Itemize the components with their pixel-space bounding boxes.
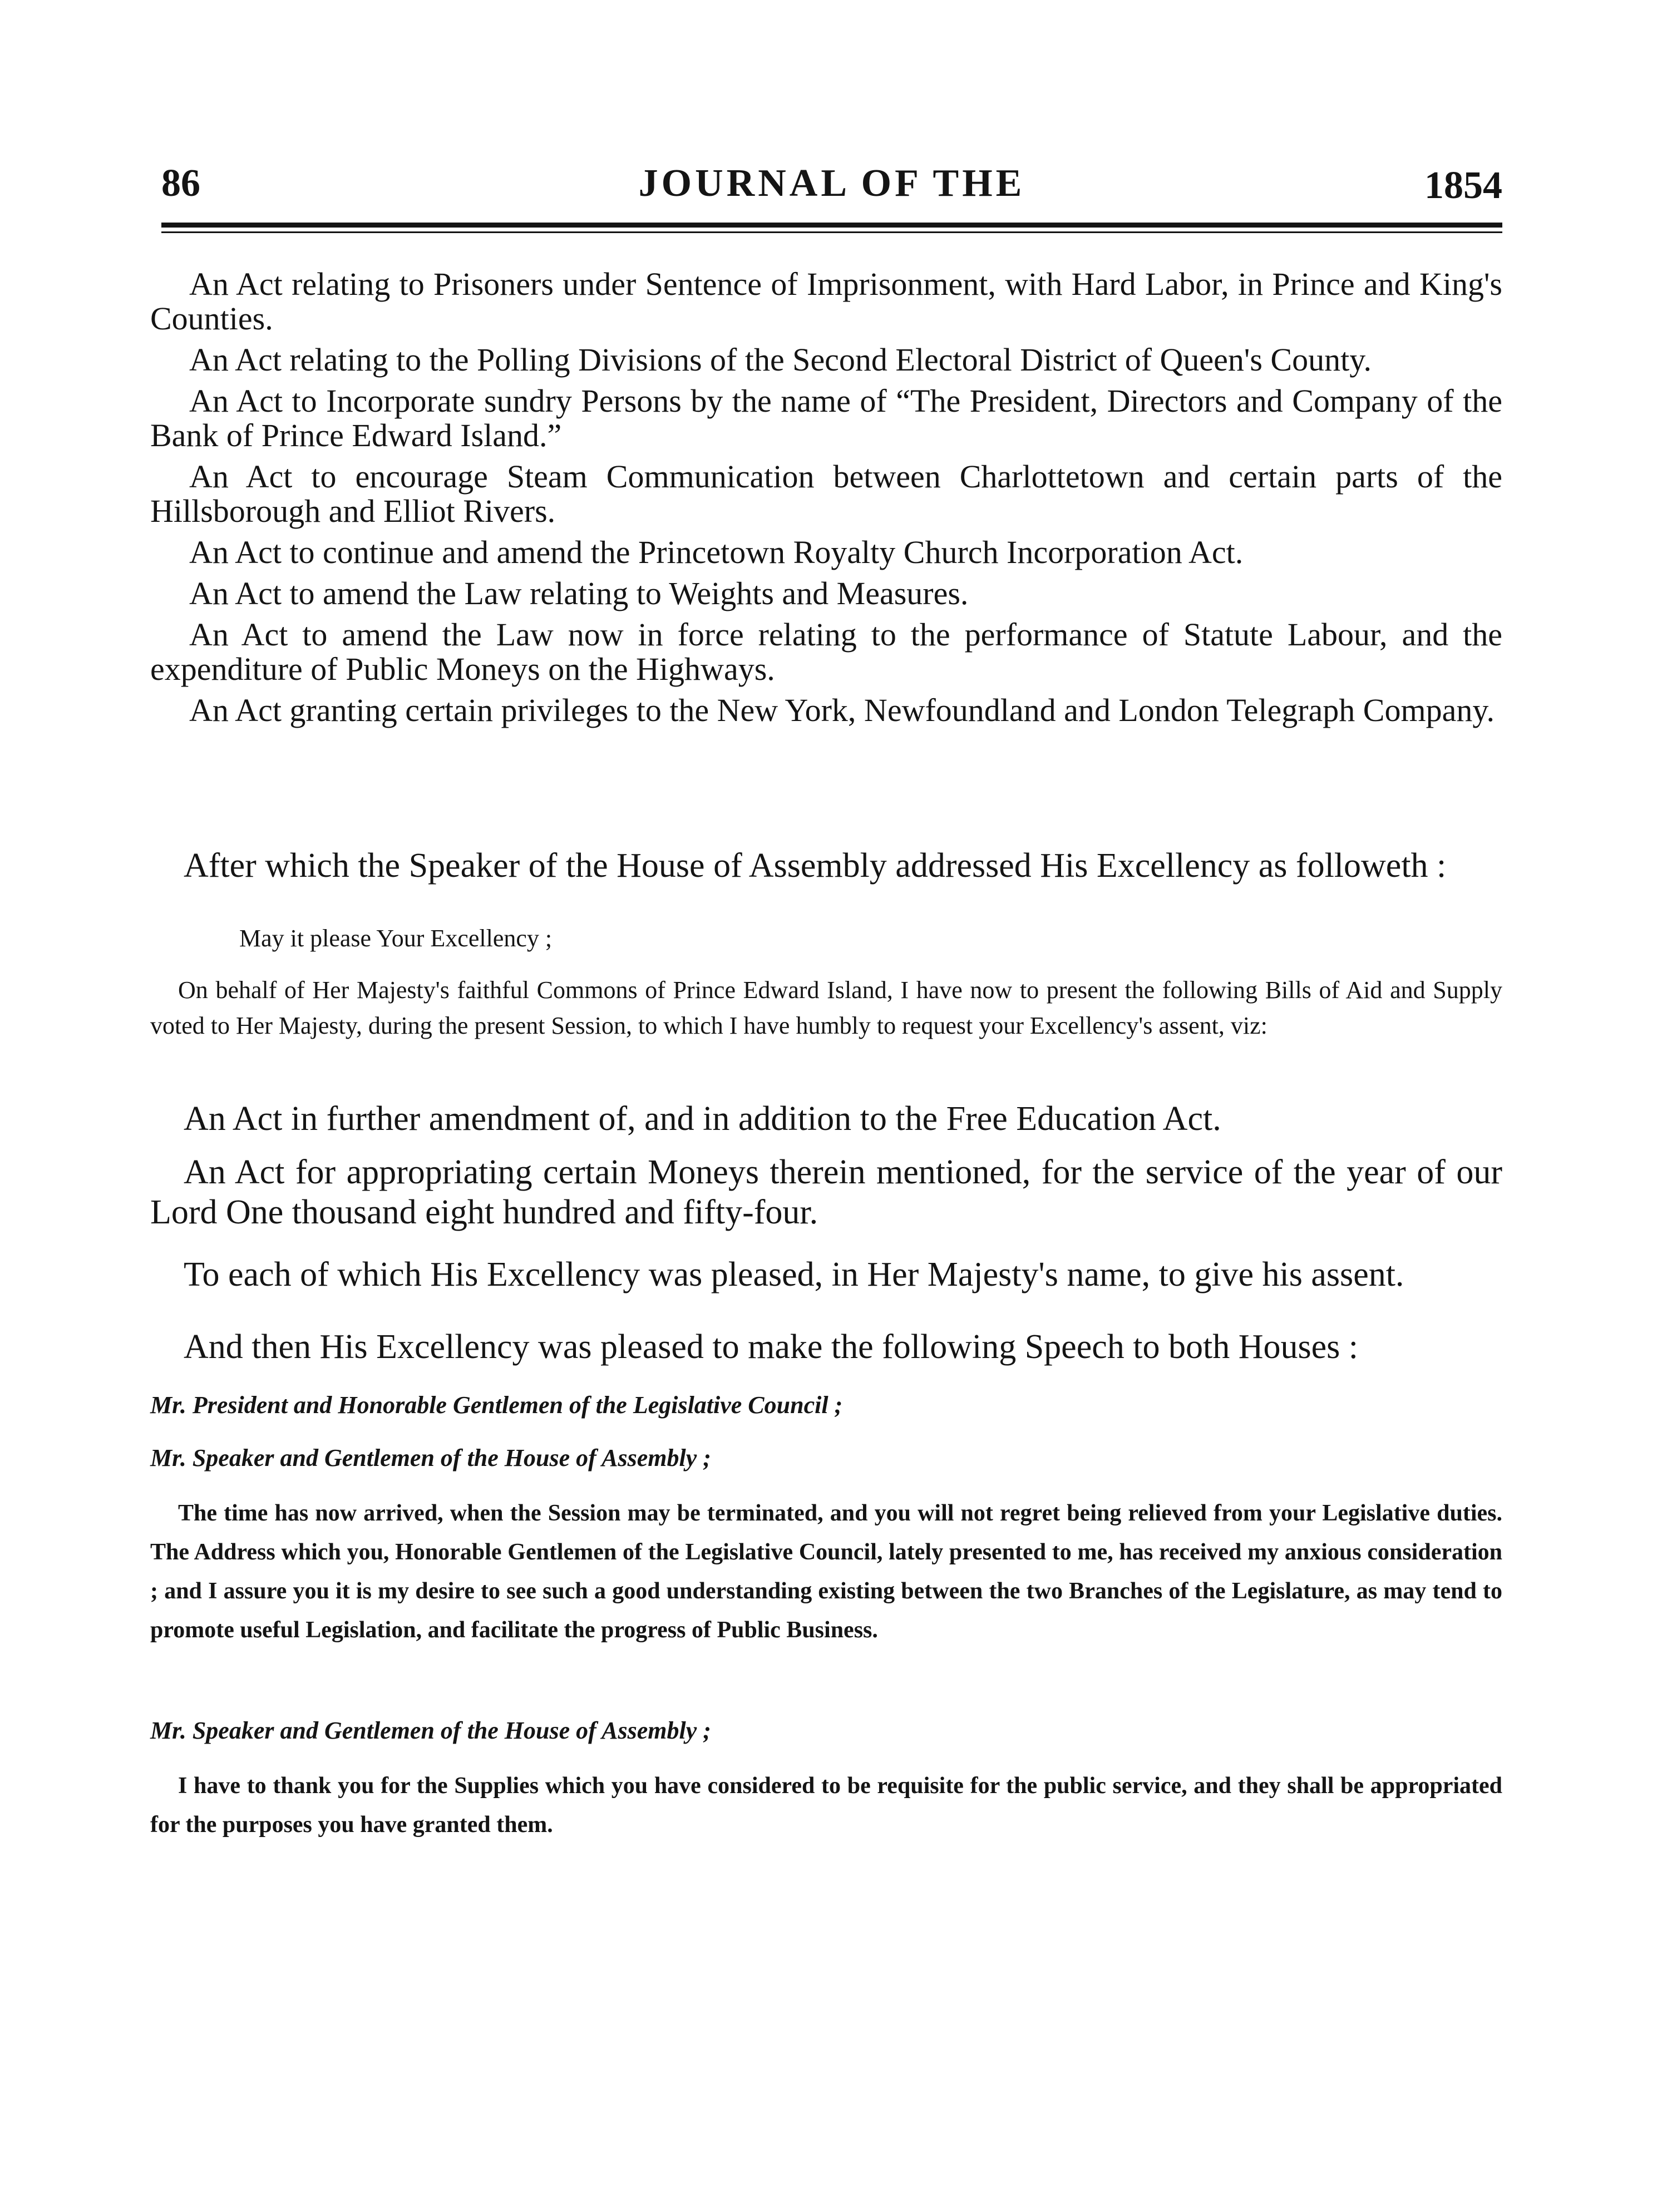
supply-act-item: An Act for appropriating certain Moneys therein mentioned, for the service of the year of our Lord One thousand eight hundred and fifty-four. [150, 1153, 1502, 1231]
speech-paragraph-2-block [150, 1766, 1502, 1844]
act-item: An Act to continue and amend the Princetown Royalty Church Incorporation Act. [189, 534, 1244, 570]
header-rule-thin [161, 231, 1502, 233]
act-item: An Act to amend the Law relating to Weights and Measures. [189, 575, 969, 611]
speech-intro: And then His Excellency was pleased to make the following Speech to both Houses : [184, 1328, 1358, 1366]
salutation-assembly-block-2 [150, 1716, 1502, 1745]
act-item: An Act granting certain privileges to the New York, Newfoundland and London Telegraph Company. [189, 692, 1495, 728]
page-header [161, 161, 1502, 223]
speech-intro-block [150, 1327, 1502, 1367]
speaker-intro-block [150, 846, 1502, 886]
acts-list [150, 267, 1502, 734]
speaker-address-block [150, 972, 1502, 1044]
speaker-salutation-block [239, 921, 1502, 956]
act-item: An Act to amend the Law now in force relating to the performance of Statute Labour, and the expenditure of Public Moneys on the Highways. [150, 616, 1502, 687]
act-item: An Act relating to Prisoners under Sentence of Imprisonment, with Hard Labor, in Prince and King's Counties. [150, 266, 1502, 337]
salutation-assembly: Mr. Speaker and Gentlemen of the House of Assembly ; [150, 1444, 711, 1472]
assent-block [150, 1255, 1502, 1295]
header-rule-thick [161, 223, 1502, 228]
salutation-assembly-block-1 [150, 1444, 1502, 1472]
header-year: 1854 [1424, 164, 1502, 207]
speech-paragraph: The time has now arrived, when the Session may be terminated, and you will not regret being relieved from your Legislative duties. The Address which you, Honorable Gentlemen of the Legislative Council, lately presented to me, has received my anxious consideration ; and I assure you it is my desire to see such a good understanding existing between the two Branches of the Legislature, as may tend to promote useful Legislation, and facilitate the progress of Public Business. [150, 1500, 1502, 1643]
page-number: 86 [161, 162, 200, 205]
speaker-intro: After which the Speaker of the House of Assembly addressed His Excellency as followeth : [184, 847, 1447, 885]
speaker-address: On behalf of Her Majesty's faithful Commons of Prince Edward Island, I have now to present the following Bills of Aid and Supply voted to Her Majesty, during the present Session, to which I have humbly to request your Excellency's assent, viz: [150, 976, 1502, 1039]
act-item: An Act to encourage Steam Communication between Charlottetown and certain parts of the Hillsborough and Elliot Rivers. [150, 458, 1502, 529]
speaker-salutation: May it please Your Excellency ; [239, 925, 553, 952]
supply-act-item: An Act in further amendment of, and in addition to the Free Education Act. [184, 1100, 1221, 1138]
assent-line: To each of which His Excellency was pleased, in Her Majesty's name, to give his assent. [184, 1256, 1404, 1293]
salutation-council: Mr. President and Honorable Gentlemen of the Legislative Council ; [150, 1391, 843, 1419]
act-item: An Act relating to the Polling Divisions of the Second Electoral District of Queen's County. [189, 342, 1372, 378]
act-item: An Act to Incorporate sundry Persons by the name of “The President, Directors and Company of the Bank of Prince Edward Island.” [150, 383, 1502, 453]
salutation-council-block [150, 1391, 1502, 1419]
salutation-assembly: Mr. Speaker and Gentlemen of the House of Assembly ; [150, 1717, 711, 1744]
speech-paragraph-1-block [150, 1494, 1502, 1650]
supply-acts [150, 1099, 1502, 1246]
running-title: JOURNAL OF THE [638, 162, 1025, 205]
speech-paragraph: I have to thank you for the Supplies which you have considered to be requisite for the public service, and they shall be appropriated for the purposes you have granted them. [150, 1773, 1502, 1838]
